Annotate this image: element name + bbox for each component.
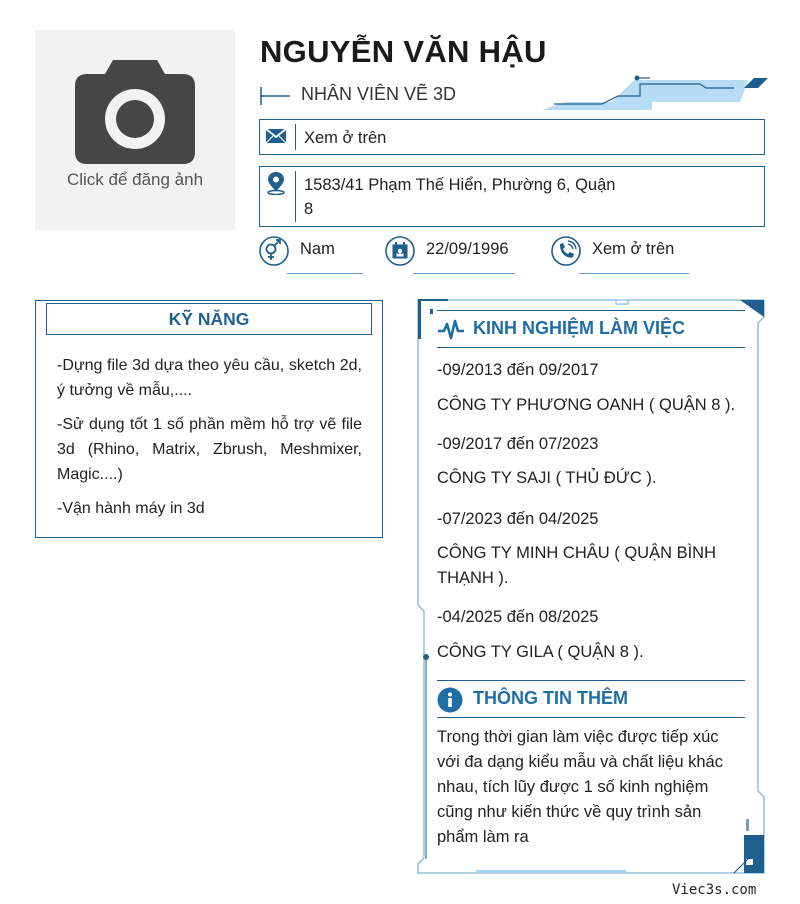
location-pin-icon — [264, 171, 288, 195]
footer-brand[interactable]: Viec3s.com — [672, 882, 757, 898]
info-heading-bar — [437, 680, 745, 718]
job-title: NHÂN VIÊN VẼ 3D — [301, 84, 457, 104]
email-value: Xem ở trên — [304, 129, 387, 147]
experience-period: -04/2025 đến 08/2025 — [437, 608, 599, 626]
camera-icon — [75, 58, 195, 164]
gender-value: Nam — [300, 240, 335, 258]
info-icon — [437, 687, 465, 713]
header-decoration — [540, 74, 770, 114]
candidate-name: NGUYỄN VĂN HẬU — [260, 34, 547, 69]
calendar-icon — [385, 236, 415, 266]
skills-section — [35, 300, 383, 538]
pulse-icon — [437, 317, 465, 343]
skills-heading: KỸ NĂNG — [46, 303, 372, 335]
experience-company: CÔNG TY SAJI ( THỦ ĐỨC ). — [437, 469, 657, 487]
experience-heading-bar — [437, 310, 745, 348]
experience-panel — [416, 299, 766, 875]
experience-period: -07/2023 đến 04/2025 — [437, 510, 599, 528]
photo-caption: Click để đăng ảnh — [66, 170, 204, 189]
experience-heading: KINH NGHIỆM LÀM VIỆC — [473, 318, 686, 338]
phone-value: Xem ở trên — [592, 240, 675, 258]
experience-period: -09/2017 đến 07/2023 — [437, 435, 599, 453]
experience-company: CÔNG TY PHƯƠNG OANH ( QUẬN 8 ). — [437, 396, 736, 414]
skill-item: -Vận hành máy in 3d — [57, 500, 205, 517]
address-box — [259, 166, 765, 227]
title-marker-line — [260, 86, 290, 106]
info-body: Trong thời gian làm việc được tiếp xúc với đa dạng kiểu mẫu và chất liệu khác nhau, tích lũy được 1 số kinh nghiệm cũng như kiến thức về quy trình sản phẩm làm ra — [437, 728, 723, 846]
phone-icon — [551, 236, 581, 266]
experience-company: CÔNG TY GILA ( QUẬN 8 ). — [437, 643, 644, 661]
gender-icon — [259, 236, 289, 266]
address-value: 1583/41 Phạm Thế Hiển, Phường 6, Quận 8 — [304, 176, 616, 218]
birthday-value: 22/09/1996 — [426, 240, 509, 258]
experience-period: -09/2013 đến 09/2017 — [437, 361, 599, 379]
avatar-upload[interactable] — [35, 30, 235, 230]
info-heading: THÔNG TIN THÊM — [473, 688, 628, 708]
skill-item: -Dựng file 3d dựa theo yêu cầu, sketch 2d, ý tưởng về mẫu,.... — [57, 357, 362, 399]
experience-company: CÔNG TY MINH CHÂU ( QUẬN BÌNH THẠNH ). — [437, 544, 716, 587]
skill-item: -Sử dụng tốt 1 số phần mềm hỗ trợ vẽ file 3d (Rhino, Matrix, Zbrush, Meshmixer, Magic....) — [57, 416, 362, 483]
mail-icon — [264, 124, 288, 148]
email-box — [259, 119, 765, 155]
